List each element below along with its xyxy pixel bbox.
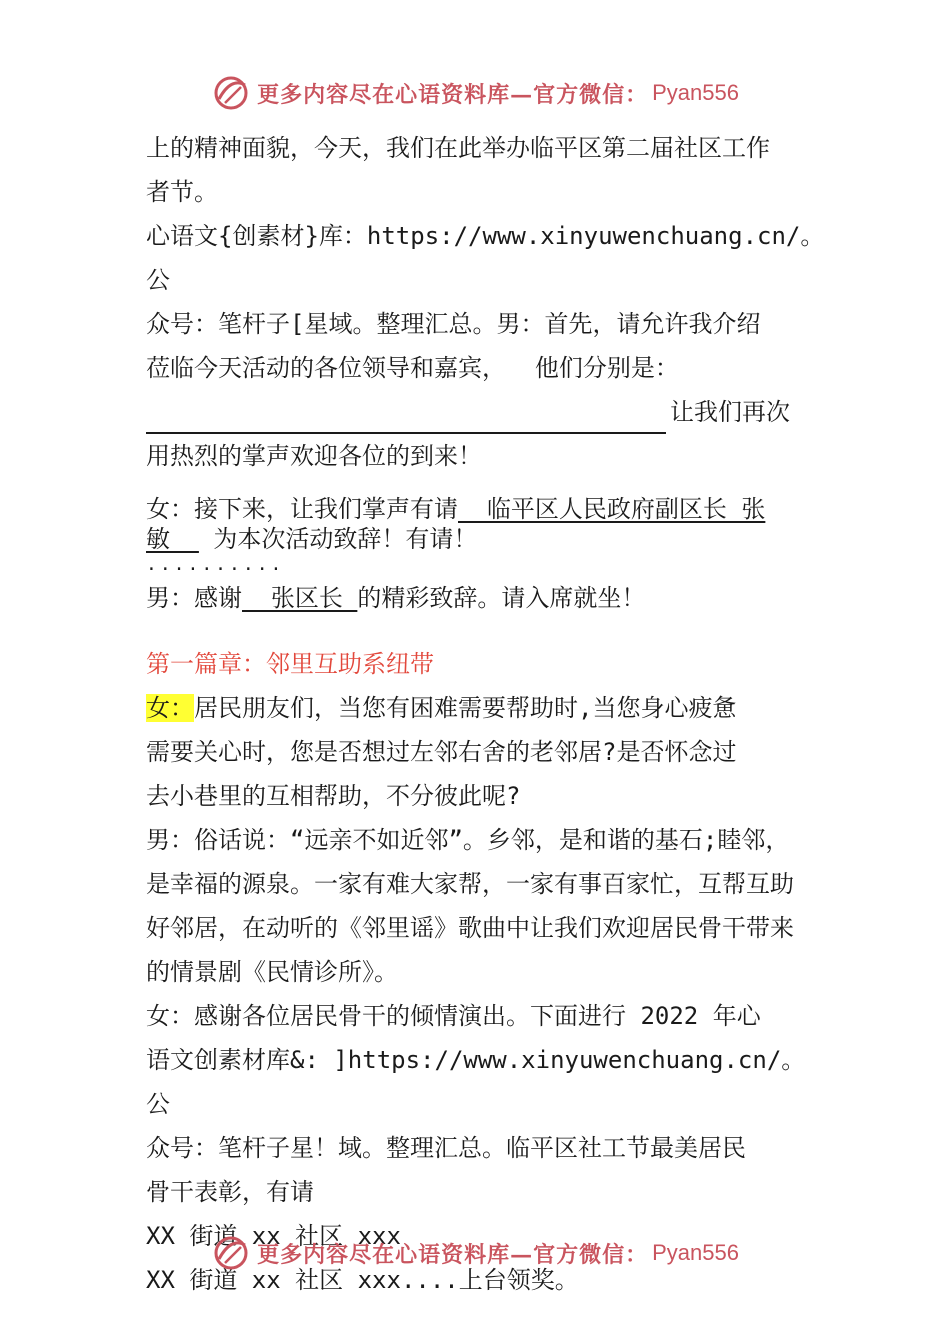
underlined-name: 临平区人民政府副区长 张 bbox=[458, 495, 766, 523]
paragraph-line: 上的精神面貌，今天，我们在此举办临平区第二届社区工作 bbox=[146, 134, 770, 162]
paragraph-line bbox=[146, 524, 826, 554]
paragraph-text: 女：接下来，让我们掌声有请 bbox=[146, 495, 458, 523]
banner-wechat-id: Pyan556 bbox=[652, 1240, 739, 1265]
banner-text: 更多内容尽在心语资料库—官方微信： bbox=[257, 1241, 649, 1268]
blank-fill-line bbox=[146, 390, 826, 434]
footer-banner bbox=[0, 1228, 950, 1278]
chapter-title: 第一篇章：邻里互助系纽带 bbox=[146, 650, 434, 678]
paragraph-text: 居民朋友们，当您有困难需要帮助时,当您身心疲惫 bbox=[194, 694, 737, 722]
paragraph-line: 是幸福的源泉。一家有难大家帮，一家有事百家忙，互帮互助 bbox=[146, 870, 794, 898]
paragraph-text: 让我们再次 bbox=[670, 398, 790, 426]
paragraph-line bbox=[146, 494, 826, 524]
paragraph-line: XX 街道 xx 社区 xxx....上台领奖。 bbox=[146, 1266, 579, 1294]
paragraph-line: 心语文{创素材}库：https://www.xinyuwenchuang.cn/。公 bbox=[146, 222, 825, 294]
paragraph-line: 语文创素材库&: ]https://www.xinyuwenchuang.cn/。公 bbox=[146, 1046, 806, 1118]
underlined-name: 敏 bbox=[146, 525, 199, 553]
underlined-name: 张区长 bbox=[242, 584, 358, 612]
brand-logo-icon bbox=[211, 1233, 251, 1273]
banner-wechat-id: Pyan556 bbox=[652, 80, 739, 105]
paragraph-line: 女：感谢各位居民骨干的倾情演出。下面进行 2022 年心 bbox=[146, 1002, 761, 1030]
paragraph-line: 需要关心时，您是否想过左邻右舍的老邻居?是否怀念过 bbox=[146, 738, 737, 766]
header-banner bbox=[0, 68, 950, 118]
paragraph-line: 的情景剧《民情诊所》。 bbox=[146, 958, 398, 986]
document-body bbox=[146, 126, 826, 1302]
paragraph-line: 好邻居，在动听的《邻里谣》歌曲中让我们欢迎居民骨干带来 bbox=[146, 914, 794, 942]
paragraph-line: 去小巷里的互相帮助，不分彼此呢? bbox=[146, 782, 521, 810]
paragraph-text: 的精彩致辞。请入席就坐！ bbox=[357, 584, 646, 612]
paragraph-line: 者节。 bbox=[146, 178, 218, 206]
banner-text: 更多内容尽在心语资料库—官方微信： bbox=[257, 81, 649, 108]
ellipsis-line: .......... bbox=[146, 554, 285, 575]
paragraph-text: 为本次活动致辞！有请！ bbox=[198, 525, 478, 553]
paragraph-line: 众号：笔杆子星！域。整理汇总。临平区社工节最美居民 bbox=[146, 1134, 746, 1162]
brand-logo-icon bbox=[211, 73, 251, 113]
paragraph-line: 众号：笔杆子[星域。整理汇总。男：首先，请允许我介绍 bbox=[146, 310, 761, 338]
paragraph-text: 男：感谢 bbox=[146, 584, 242, 612]
highlighted-speaker: 女： bbox=[146, 694, 194, 722]
paragraph-line: 男：俗话说：“远亲不如近邻”。乡邻，是和谐的基石;睦邻， bbox=[146, 826, 790, 854]
paragraph-line bbox=[146, 576, 826, 620]
paragraph-line: 莅临今天活动的各位领导和嘉宾， 他们分别是： bbox=[146, 354, 679, 382]
blank-underline bbox=[146, 402, 666, 434]
paragraph-line: 骨干表彰，有请 bbox=[146, 1178, 314, 1206]
paragraph-line bbox=[146, 686, 826, 730]
paragraph-line: XX 街道 xx 社区 xxx bbox=[146, 1222, 401, 1250]
paragraph-line: 用热烈的掌声欢迎各位的到来！ bbox=[146, 442, 482, 470]
